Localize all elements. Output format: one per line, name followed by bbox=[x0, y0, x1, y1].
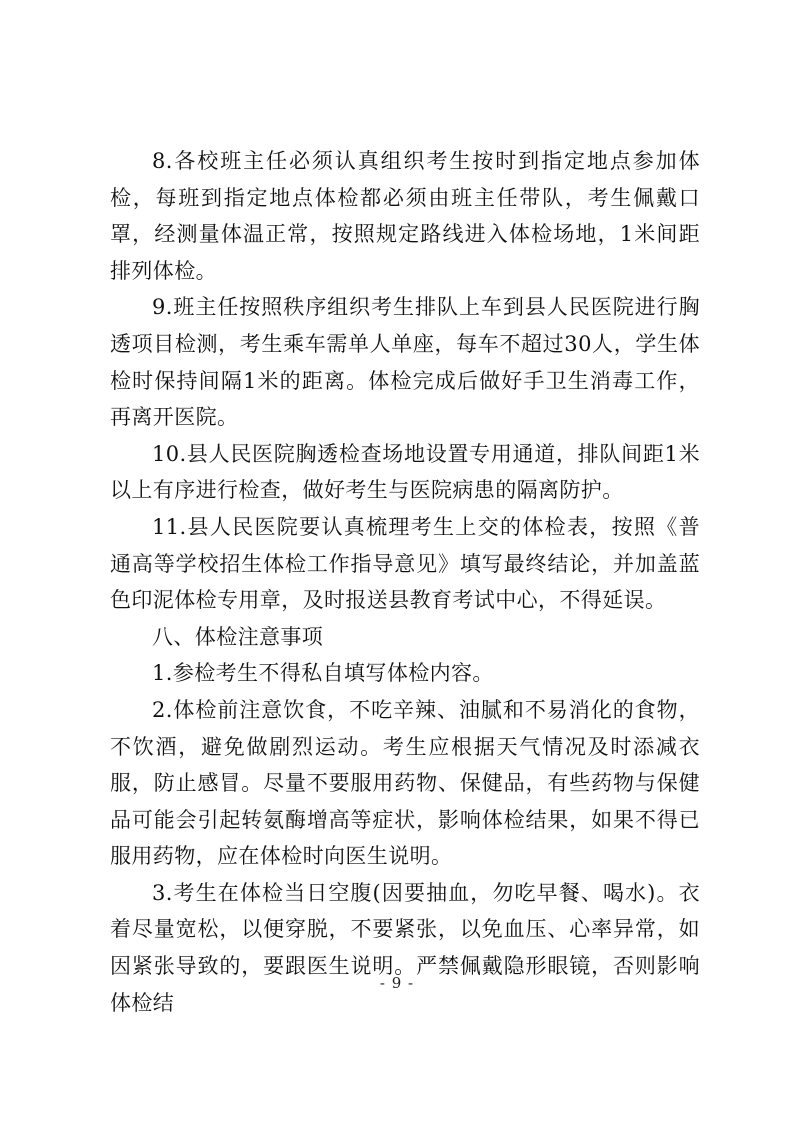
notes-item-2: 2.体检前注意饮食，不吃辛辣、油腻和不易消化的食物，不饮酒，避免做剧烈运动。考生应根据天气情况及时添减衣服，防止感冒。尽量不要服用药物、保健品，有些药物与保健品可能会引起转氨酶增高等症状，影响体检结果，如果不得已服用药物，应在体检时向医生说明。 bbox=[110, 697, 700, 869]
paragraph-item-9: 9.班主任按照秩序组织考生排队上车到县人民医院进行胸透项目检测，考生乘车需单人单座，每车不超过30人，学生体检时保持间隔1米的距离。体检完成后做好手卫生消毒工作，再离开医院。 bbox=[110, 295, 700, 430]
paragraph-item-11: 11.县人民医院要认真梳理考生上交的体检表，按照《普通高等学校招生体检工作指导意见》填写最终结论，并加盖蓝色印泥体检专用章，及时报送县教育考试中心，不得延误。 bbox=[110, 514, 700, 613]
notes-item-3: 3.考生在体检当日空腹(因要抽血，勿吃早餐、喝水)。衣着尽量宽松，以便穿脱，不要紧张，以免血压、心率异常，如因紧张导致的，要跟医生说明。严禁佩戴隐形眼镜，否则影响体检结 bbox=[110, 880, 700, 1015]
page-number: - 9 - bbox=[379, 974, 415, 992]
section-heading-notes: 八、体检注意事项 bbox=[152, 624, 324, 649]
paragraph-item-10: 10.县人民医院胸透检查场地设置专用通道，排队间距1米以上有序进行检查，做好考生与医院病患的隔离防护。 bbox=[110, 441, 700, 503]
notes-item-1: 1.参检考生不得私自填写体检内容。 bbox=[152, 661, 494, 686]
document-body bbox=[110, 143, 700, 1021]
paragraph-item-8: 8.各校班主任必须认真组织考生按时到指定地点参加体检，每班到指定地点体检都必须由班主任带队，考生佩戴口罩，经测量体温正常，按照规定路线进入体检场地，1米间距排列体检。 bbox=[110, 149, 700, 283]
